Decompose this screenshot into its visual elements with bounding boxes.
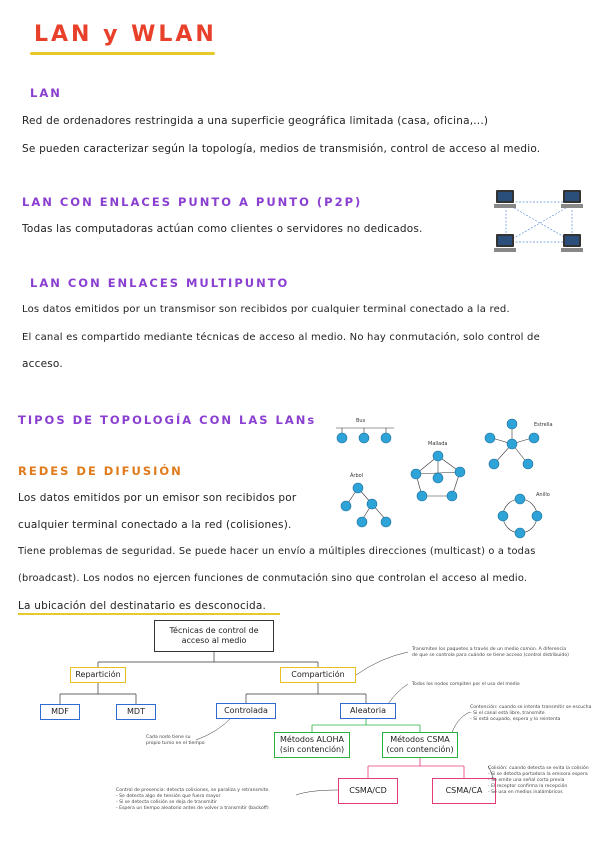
topology-label-estrella: Estrella: [534, 422, 553, 428]
difusion-line2: cualquier terminal conectado a la red (colisiones).: [18, 519, 292, 531]
note-comparticion: Transmiten los paquetes a través de un medio común. A diferencia de que se controla para cuándo se tiene acceso (control distribuido): [412, 647, 569, 658]
node-csma: Métodos CSMA (con contención): [382, 732, 458, 758]
node-root: Técnicas de control de acceso al medio: [154, 620, 274, 652]
difusion-line5: La ubicación del destinatario es desconocida.: [18, 600, 267, 612]
node-mdt: MDT: [116, 704, 156, 720]
note-controlada: Cada nodo tiene su propio turno en el tiempo: [146, 735, 205, 746]
note-csma: Contención: cuando se intenta transmitir se escucha - Si el canal está libre, transmite - Si está ocupado, espera y lo reintenta: [470, 705, 592, 722]
multipunto-line1: Los datos emitidos por un transmisor son recibidos por cualquier terminal conectado a la red.: [22, 304, 510, 315]
node-controlada: Controlada: [216, 703, 276, 719]
node-mdf: MDF: [40, 704, 80, 720]
note-aleatoria: Todos los nodos compiten por el uso del medio: [412, 682, 520, 687]
note-csmacd: Control de presencia: detecta colisiones, se paraliza y retransmite. - Se detecta algo de tensión que fuera mayor - Si se detecta colisión se deja de transmitir - Espera un tiempo aleatorio antes de volver a transmitir (backoff): [116, 788, 270, 811]
node-csmacd: CSMA/CD: [338, 778, 398, 804]
page-title: LAN y WLAN: [34, 22, 217, 47]
heading-multipunto: LAN CON ENLACES MULTIPUNTO: [30, 276, 290, 290]
heading-topologia: TIPOS DE TOPOLOGÍA CON LAS LANs: [18, 413, 317, 427]
node-csmaca: CSMA/CA: [432, 778, 496, 804]
node-comparticion: Compartición: [280, 667, 356, 683]
heading-difusion: REDES DE DIFUSIÓN: [18, 464, 183, 478]
p2p-line1: Todas las computadoras actúan como clientes o servidores no dedicados.: [22, 223, 423, 235]
node-reparticion: Repartición: [70, 667, 126, 683]
lan-line2: Se pueden caracterizar según la topología, medios de transmisión, control de acceso al medio.: [22, 143, 541, 155]
heading-p2p: LAN CON ENLACES PUNTO A PUNTO (P2P): [22, 195, 363, 209]
topology-label-anillo: Anillo: [536, 492, 550, 498]
lan-line1: Red de ordenadores restringida a una superficie geográfica limitada (casa, oficina,...): [22, 115, 489, 127]
multipunto-line2: El canal es compartido mediante técnicas de acceso al medio. No hay conmutación, solo control de: [22, 332, 540, 343]
note-csmaca: Colisión: cuando detecta se evita la colisión - Si se detecta portadora la emisora espera - Se emite una señal corta previa - El receptor confirma la recepción - Se usa en medios inalámbricos: [488, 766, 589, 795]
topology-label-mallada: Mallada: [428, 441, 448, 447]
node-aleatoria: Aleatoria: [340, 703, 396, 719]
multipunto-line3: acceso.: [22, 358, 63, 370]
topology-label-bus: Bus: [356, 418, 366, 424]
difusion-line4: (broadcast). Los nodos no ejercen funciones de conmutación sino que controlan el acceso al medio.: [18, 573, 528, 584]
node-aloha: Métodos ALOHA (sin contención): [274, 732, 350, 758]
difusion-line3: Tiene problemas de seguridad. Se puede hacer un envío a múltiples direcciones (multicast) o a todas: [18, 546, 536, 557]
topology-label-arbol: Árbol: [350, 473, 364, 479]
difusion-line1: Los datos emitidos por un emisor son recibidos por: [18, 492, 297, 504]
heading-lan: LAN: [30, 86, 62, 100]
